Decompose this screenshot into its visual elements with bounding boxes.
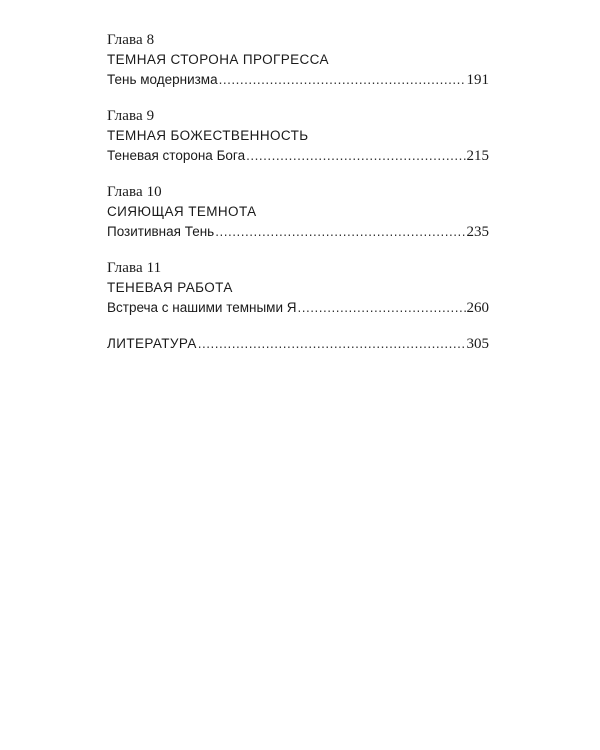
toc-entry	[107, 298, 489, 318]
chapter-title: ТЕНЕВАЯ РАБОТА	[107, 280, 233, 295]
entry-title: Теневая сторона Бога	[107, 148, 246, 163]
dot-leader	[246, 146, 465, 166]
toc-entry	[107, 334, 489, 354]
literature-title: ЛИТЕРАТУРА	[107, 336, 197, 351]
dot-leader	[198, 334, 466, 354]
entry-title: Позитивная Тень	[107, 224, 215, 239]
chapter-label: Глава 10	[107, 184, 162, 200]
chapter-title: ТЕМНАЯ СТОРОНА ПРОГРЕССА	[107, 52, 329, 67]
page-number: 191	[466, 72, 489, 88]
toc-entry	[107, 222, 489, 242]
toc-entry	[107, 70, 489, 90]
entry-title: Тень модернизма	[107, 72, 218, 87]
chapter-title: ТЕМНАЯ БОЖЕСТВЕННОСТЬ	[107, 128, 309, 143]
toc-chapter-11	[107, 258, 489, 318]
chapter-label: Глава 9	[107, 108, 155, 124]
toc-entry	[107, 146, 489, 166]
toc-chapter-8	[107, 30, 489, 90]
chapter-label: Глава 11	[107, 260, 162, 276]
page-number: 260	[466, 300, 489, 316]
dot-leader	[298, 298, 466, 318]
page-number: 305	[466, 336, 489, 352]
chapter-label: Глава 8	[107, 32, 155, 48]
dot-leader	[215, 222, 465, 242]
toc-literature	[107, 334, 489, 354]
table-of-contents	[107, 30, 489, 354]
chapter-title: СИЯЮЩАЯ ТЕМНОТА	[107, 204, 257, 219]
page-number: 215	[466, 148, 489, 164]
toc-chapter-10	[107, 182, 489, 242]
dot-leader	[219, 70, 466, 90]
page-number: 235	[466, 224, 489, 240]
toc-chapter-9	[107, 106, 489, 166]
entry-title: Встреча с нашими темными Я	[107, 300, 297, 315]
